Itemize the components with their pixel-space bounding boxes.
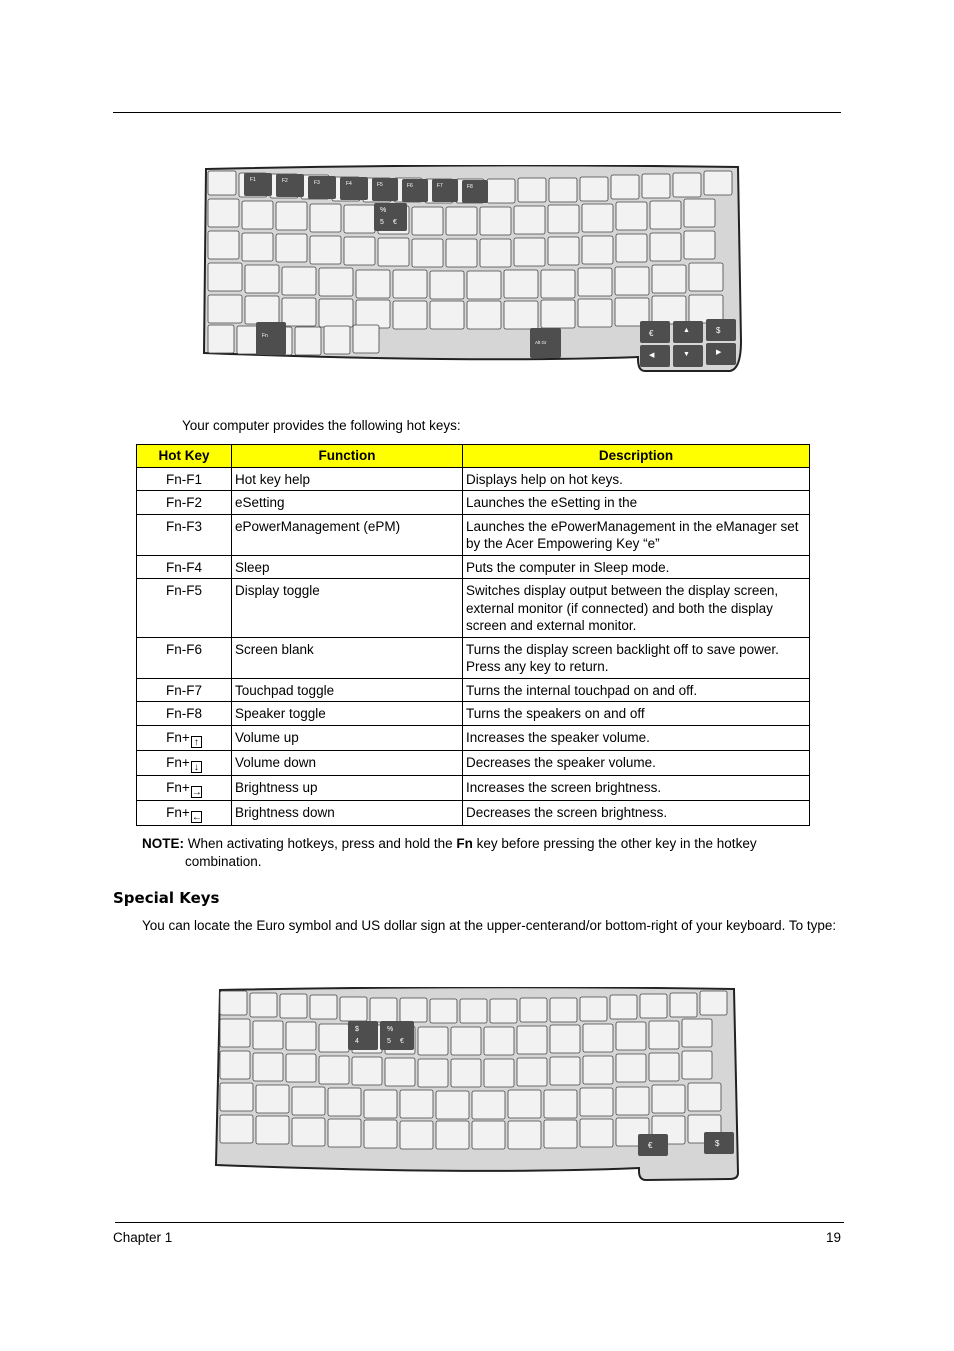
arrow-up-icon: ▲ <box>683 327 690 334</box>
keyboard-hotkeys-illustration <box>200 165 745 375</box>
arrow-left-key-icon: ← <box>191 811 202 823</box>
keyboard-key <box>578 299 612 327</box>
keyboard-key <box>451 1059 481 1087</box>
keyboard-key <box>378 238 409 266</box>
hot-key-cell: Fn-F8 <box>137 702 232 726</box>
header-description: Description <box>463 445 810 468</box>
keyboard-key <box>582 236 613 264</box>
hot-key-cell: Fn-F7 <box>137 678 232 702</box>
footer-rule <box>115 1222 844 1223</box>
function-cell: Brightness down <box>232 800 463 825</box>
keyboard-key <box>356 270 390 298</box>
keyboard-key <box>451 1027 481 1055</box>
keyboard-key <box>220 1051 250 1079</box>
keyboard-key <box>310 995 337 1019</box>
keyboard-key <box>310 204 341 232</box>
keyboard-key <box>580 997 607 1021</box>
keyboard-key <box>508 1121 541 1149</box>
keyboard-key <box>684 199 715 227</box>
hot-key-cell <box>137 775 232 800</box>
description-cell: Displays help on hot keys. <box>463 467 810 491</box>
description-cell: Launches the ePowerManagement in the eManager set by the Acer Empowering Key “e” <box>463 514 810 555</box>
keyboard-key <box>682 1051 712 1079</box>
keyboard-key <box>580 1088 613 1116</box>
euro-key-label: € <box>649 329 654 338</box>
arrow-right-key-icon: → <box>191 786 202 798</box>
keyboard-key <box>508 1090 541 1118</box>
arrow-down-key-icon: ↓ <box>191 761 202 773</box>
keyboard-key <box>208 231 239 259</box>
f3-key-label: F3 <box>314 180 320 186</box>
keyboard-key <box>324 326 350 354</box>
keyboard-key <box>412 207 443 235</box>
euro-key <box>638 1134 668 1156</box>
table-row <box>137 775 810 800</box>
keyboard-key <box>385 1058 415 1086</box>
keyboard-key <box>578 268 612 296</box>
keyboard-key <box>517 1058 547 1086</box>
keyboard-key <box>700 991 727 1015</box>
hot-key-cell <box>137 725 232 750</box>
keyboard-key <box>286 1022 316 1050</box>
hot-key-cell <box>137 800 232 825</box>
keyboard-key <box>436 1121 469 1149</box>
keyboard-key <box>250 993 277 1017</box>
function-cell: Speaker toggle <box>232 702 463 726</box>
description-cell: Increases the speaker volume. <box>463 725 810 750</box>
key-5-euro <box>380 1021 414 1050</box>
keyboard-key <box>436 1091 469 1119</box>
keyboard-key <box>544 1090 577 1118</box>
keyboard-key <box>550 998 577 1022</box>
keyboard-key <box>518 178 546 202</box>
keyboard-key <box>256 1116 289 1144</box>
keyboard-key <box>650 233 681 261</box>
keyboard-key <box>412 239 443 267</box>
f6-key-label: F6 <box>407 183 413 189</box>
keyboard-key <box>446 239 477 267</box>
hot-key-cell <box>137 750 232 775</box>
keyboard-key <box>611 175 639 199</box>
keyboard-key <box>548 205 579 233</box>
keyboard-key <box>208 295 242 323</box>
keyboard-key <box>549 178 577 202</box>
description-cell: Increases the screen brightness. <box>463 775 810 800</box>
description-cell: Decreases the speaker volume. <box>463 750 810 775</box>
f8-key-label: F8 <box>467 184 473 190</box>
key-4-bottom-label: 4 <box>355 1038 359 1045</box>
hot-key-prefix: Fn+ <box>166 754 190 770</box>
fn-key-label: Fn <box>262 333 268 339</box>
function-cell: Screen blank <box>232 637 463 678</box>
hot-key-cell: Fn-F6 <box>137 637 232 678</box>
keyboard-special-keys-illustration <box>214 987 742 1185</box>
keyboard-key <box>642 174 670 198</box>
keyboard-key <box>245 296 279 324</box>
keyboard-key <box>310 236 341 264</box>
hot-key-prefix: Fn+ <box>166 779 190 795</box>
header-hot-key: Hot Key <box>137 445 232 468</box>
table-row <box>137 702 810 726</box>
table-header-row <box>137 445 810 468</box>
table-row <box>137 750 810 775</box>
keyboard-key <box>583 1024 613 1052</box>
top-rule <box>113 112 841 113</box>
keyboard-key <box>652 1085 685 1113</box>
keyboard-key <box>640 994 667 1018</box>
function-cell: Volume up <box>232 725 463 750</box>
keyboard-key <box>418 1059 448 1087</box>
keyboard-key <box>688 1083 721 1111</box>
fn-key <box>256 322 286 355</box>
key-5-top-label: % <box>380 207 387 214</box>
footer-chapter: Chapter 1 <box>113 1230 173 1245</box>
keyboard-key <box>208 263 242 291</box>
table-row <box>137 467 810 491</box>
keyboard-key <box>340 997 367 1021</box>
keyboard-key <box>319 299 353 327</box>
hot-key-cell: Fn-F5 <box>137 579 232 638</box>
keyboard-key <box>682 1019 712 1047</box>
keyboard-key <box>649 1021 679 1049</box>
function-cell: Volume down <box>232 750 463 775</box>
keyboard-key <box>364 1120 397 1148</box>
key-5-euro-label: € <box>400 1038 404 1045</box>
keyboard-key <box>487 179 515 203</box>
keyboard-key <box>328 1119 361 1147</box>
description-cell: Puts the computer in Sleep mode. <box>463 555 810 579</box>
keyboard-key <box>245 265 279 293</box>
keyboard-key <box>319 1024 349 1052</box>
keyboard-key <box>319 268 353 296</box>
function-cell: ePowerManagement (ePM) <box>232 514 463 555</box>
function-cell: Hot key help <box>232 467 463 491</box>
keyboard-key <box>652 296 686 324</box>
keyboard-key <box>253 1053 283 1081</box>
hot-key-prefix: Fn+ <box>166 804 190 820</box>
keyboard-key <box>370 998 397 1022</box>
key-4-dollar <box>348 1021 378 1050</box>
keyboard-key <box>292 1087 325 1115</box>
keyboard-key <box>353 325 379 353</box>
keyboard-key <box>544 1120 577 1148</box>
keyboard-key <box>356 300 390 328</box>
keyboard-key <box>582 204 613 232</box>
keyboard-key <box>610 995 637 1019</box>
keyboard-key <box>400 998 427 1022</box>
keyboard-key <box>208 199 239 227</box>
keyboard-key <box>220 1083 253 1111</box>
keyboard-key <box>282 298 316 326</box>
keyboard-key <box>670 993 697 1017</box>
hotkey-note <box>142 835 832 871</box>
description-cell: Turns the display screen backlight off to save power. Press any key to return. <box>463 637 810 678</box>
function-cell: Sleep <box>232 555 463 579</box>
keyboard-key <box>480 207 511 235</box>
keyboard-key <box>467 301 501 329</box>
arrow-up-key-icon: ↑ <box>191 736 202 748</box>
description-cell: Turns the speakers on and off <box>463 702 810 726</box>
f5-key-label: F5 <box>377 182 383 188</box>
dollar-key-label: $ <box>716 326 721 335</box>
keyboard-key <box>616 1087 649 1115</box>
function-cell: Brightness up <box>232 775 463 800</box>
key-5-euro-label: € <box>393 219 397 226</box>
keyboard-key <box>673 173 701 197</box>
keyboard-key <box>472 1121 505 1149</box>
table-row <box>137 725 810 750</box>
keyboard-key <box>242 201 273 229</box>
f2-key-label: F2 <box>282 178 288 184</box>
keyboard-key <box>615 267 649 295</box>
table-row <box>137 637 810 678</box>
keyboard-key <box>689 263 723 291</box>
keyboard-key <box>484 1027 514 1055</box>
key-5-top-label: % <box>387 1026 394 1033</box>
table-row <box>137 579 810 638</box>
keyboard-key <box>550 1025 580 1053</box>
keyboard-key <box>541 270 575 298</box>
keyboard-key <box>616 1054 646 1082</box>
keyboard-key <box>220 1115 253 1143</box>
keyboard-key <box>616 234 647 262</box>
description-cell: Turns the internal touchpad on and off. <box>463 678 810 702</box>
keyboard-key <box>520 998 547 1022</box>
keyboard-key <box>208 171 236 195</box>
keyboard-key <box>400 1090 433 1118</box>
keyboard-key <box>256 1085 289 1113</box>
keyboard-key <box>472 1091 505 1119</box>
f4-key-label: F4 <box>346 181 352 187</box>
keyboard-key <box>550 1057 580 1085</box>
table-row <box>137 491 810 515</box>
note-label: NOTE: <box>142 836 184 851</box>
header-function: Function <box>232 445 463 468</box>
keyboard-key <box>652 265 686 293</box>
keyboard-key <box>344 205 375 233</box>
keyboard-key <box>684 231 715 259</box>
keyboard-key <box>393 301 427 329</box>
euro-key-label: € <box>648 1141 653 1150</box>
keyboard-key <box>460 999 487 1023</box>
description-cell: Switches display output between the display screen, external monitor (if connected) and both the display screen and external monitor. <box>463 579 810 638</box>
key-5-euro <box>374 203 407 231</box>
table-row <box>137 514 810 555</box>
description-cell: Launches the eSetting in the <box>463 491 810 515</box>
section-paragraph: You can locate the Euro symbol and US dollar sign at the upper-centerand/or bottom-right of your keyboard. To type: <box>142 918 837 933</box>
keyboard-key <box>364 1090 397 1118</box>
keyboard-key <box>504 270 538 298</box>
keyboard-key <box>430 271 464 299</box>
keyboard-key <box>282 267 316 295</box>
hot-key-cell: Fn-F4 <box>137 555 232 579</box>
keyboard-key <box>295 327 321 355</box>
keyboard-key <box>484 1059 514 1087</box>
function-cell: Touchpad toggle <box>232 678 463 702</box>
keyboard-key <box>583 1056 613 1084</box>
key-5-bottom-label: 5 <box>380 219 384 226</box>
description-cell: Decreases the screen brightness. <box>463 800 810 825</box>
keyboard-key <box>352 1057 382 1085</box>
function-cell: eSetting <box>232 491 463 515</box>
arrow-down-icon: ▼ <box>683 351 690 358</box>
keyboard-key <box>467 271 501 299</box>
keyboard-key <box>393 270 427 298</box>
keyboard-key <box>242 233 273 261</box>
keyboard-key <box>286 1054 316 1082</box>
keyboard-key <box>649 1053 679 1081</box>
keyboard-key <box>328 1088 361 1116</box>
keyboard-key <box>430 301 464 329</box>
keyboard-key <box>616 1022 646 1050</box>
note-continuation: combination. <box>185 854 262 869</box>
keyboard-key <box>446 207 477 235</box>
altgr-key-label: Alt Gr <box>535 340 547 345</box>
table-row <box>137 555 810 579</box>
hot-key-cell: Fn-F2 <box>137 491 232 515</box>
keyboard-key <box>292 1118 325 1146</box>
keyboard-key <box>548 237 579 265</box>
keyboard-key <box>517 1026 547 1054</box>
footer-page-number: 19 <box>825 1230 841 1245</box>
key-5-bottom-label: 5 <box>387 1038 391 1045</box>
keyboard-key <box>319 1056 349 1084</box>
hotkeys-intro: Your computer provides the following hot keys: <box>182 418 461 433</box>
keyboard-key <box>650 201 681 229</box>
keyboard-key <box>220 1019 250 1047</box>
function-cell: Display toggle <box>232 579 463 638</box>
keyboard-key <box>253 1021 283 1049</box>
section-title: Special Keys <box>113 889 220 907</box>
table-row <box>137 678 810 702</box>
keyboard-key <box>344 237 375 265</box>
keyboard-key <box>276 234 307 262</box>
keyboard-key <box>220 991 247 1015</box>
keyboard-key <box>280 994 307 1018</box>
arrow-left-icon: ◀ <box>649 352 655 359</box>
keyboard-key <box>430 999 457 1023</box>
table-row <box>137 800 810 825</box>
keyboard-key <box>689 295 723 323</box>
hot-key-prefix: Fn+ <box>166 729 190 745</box>
keyboard-key <box>514 238 545 266</box>
dollar-key-label: $ <box>715 1139 720 1148</box>
keyboard-key <box>480 239 511 267</box>
f7-key-label: F7 <box>437 183 443 189</box>
keyboard-key <box>704 171 732 195</box>
hot-key-cell: Fn-F3 <box>137 514 232 555</box>
keyboard-key <box>514 206 545 234</box>
keyboard-key <box>541 300 575 328</box>
keyboard-key <box>504 301 538 329</box>
f1-key-label: F1 <box>250 177 256 183</box>
arrow-right-icon: ▶ <box>716 349 722 356</box>
keyboard-key <box>400 1121 433 1149</box>
keyboard-key <box>616 202 647 230</box>
note-text-after: key before pressing the other key in the hotkey <box>472 836 757 851</box>
keyboard-key <box>490 999 517 1023</box>
note-text: When activating hotkeys, press and hold the <box>184 836 457 851</box>
note-bold-fn: Fn <box>456 836 473 851</box>
hot-key-cell: Fn-F1 <box>137 467 232 491</box>
keyboard-key <box>418 1027 448 1055</box>
key-4-top-label: $ <box>355 1026 359 1033</box>
keyboard-key <box>276 202 307 230</box>
keyboard-key <box>580 1119 613 1147</box>
keyboard-key <box>580 177 608 201</box>
hotkeys-table <box>136 444 810 826</box>
keyboard-key <box>208 325 234 353</box>
